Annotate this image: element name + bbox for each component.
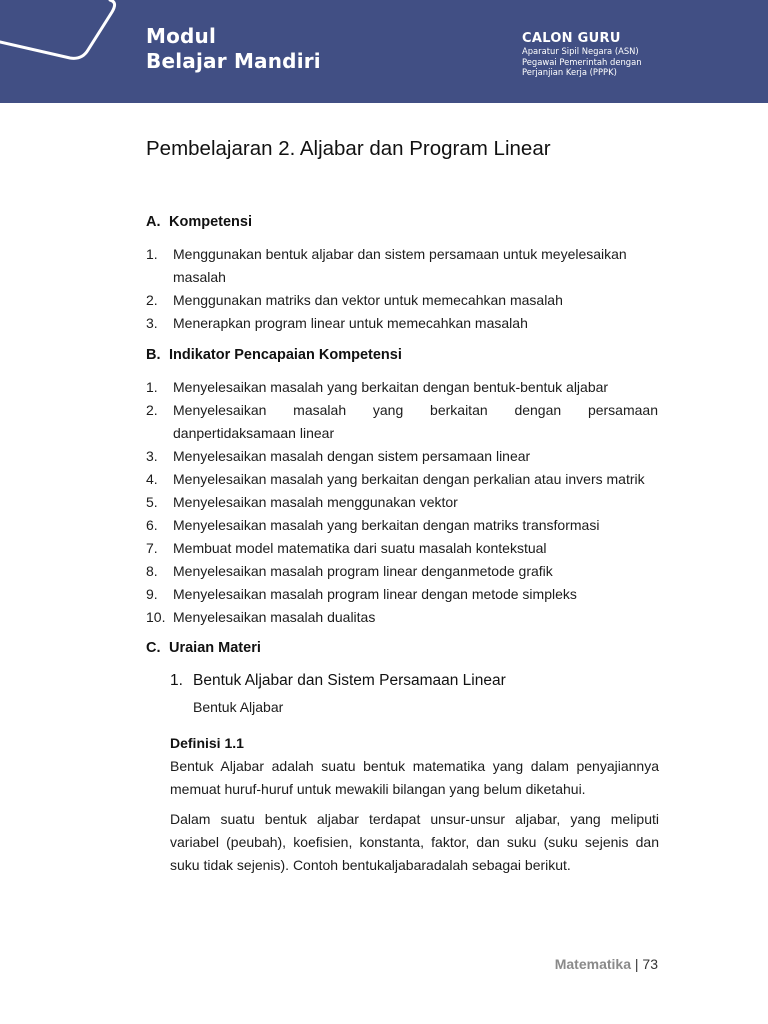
footer-subject: Matematika bbox=[554, 956, 631, 972]
list-item-text: Menyelesaikan masalah dengan sistem persamaan linear bbox=[173, 448, 531, 464]
definition-title: Definisi 1.1 bbox=[170, 735, 244, 751]
section-c-label: C. bbox=[146, 640, 161, 656]
page-footer bbox=[555, 956, 658, 972]
list-item bbox=[146, 560, 658, 583]
list-item-number: 5. bbox=[146, 494, 158, 510]
list-item-number: 8. bbox=[146, 563, 158, 579]
list-item-text: Membuat model matematika dari suatu masalah kontekstual bbox=[173, 540, 547, 556]
section-b-title: Indikator Pencapaian Kompetensi bbox=[169, 347, 402, 363]
page-title: Pembelajaran 2. Aljabar dan Program Linear bbox=[146, 137, 551, 160]
list-item-text: Menggunakan bentuk aljabar dan sistem persamaan untuk meyelesaikan bbox=[173, 246, 627, 262]
list-item-text: masalah bbox=[173, 269, 226, 285]
list-item-text: Menyelesaikan masalah menggunakan vektor bbox=[173, 494, 458, 510]
list-item-number: 10. bbox=[146, 609, 166, 625]
list-item bbox=[146, 537, 658, 560]
calon-guru-label: CALON GURU bbox=[522, 31, 621, 46]
list-item bbox=[146, 445, 658, 468]
section-a-label: A. bbox=[146, 214, 161, 230]
list-item-number: 2. bbox=[146, 292, 158, 308]
list-item-text: Menyelesaikan masalah program linear dengan metode simpleks bbox=[173, 586, 577, 602]
list-item-number: 6. bbox=[146, 517, 158, 533]
list-item-text: Menyelesaikan masalah dualitas bbox=[173, 609, 376, 625]
list-item bbox=[146, 468, 658, 491]
section-c-heading bbox=[146, 640, 261, 656]
section-b-heading bbox=[146, 347, 402, 363]
page-number: 73 bbox=[642, 956, 658, 972]
section-a-title: Kompetensi bbox=[169, 214, 252, 230]
list-item-text: Menyelesaikan masalah yang berkaitan dengan bentuk-bentuk aljabar bbox=[173, 379, 609, 395]
header-right-line1: Aparatur Sipil Negara (ASN) bbox=[522, 46, 639, 56]
list-item-text: Menerapkan program linear untuk memecahkan masalah bbox=[173, 315, 528, 331]
section-c-title: Uraian Materi bbox=[169, 640, 261, 656]
module-title bbox=[146, 24, 321, 74]
list-item-text: Menyelesaikan masalah yang berkaitan dengan matriks transformasi bbox=[173, 517, 600, 533]
header-right-block bbox=[522, 31, 642, 78]
list-item-text: Menyelesaikan masalah yang berkaitan dengan perkalian atau invers matrik bbox=[173, 471, 645, 487]
subsection-heading bbox=[170, 672, 506, 690]
list-item bbox=[146, 491, 658, 514]
list-item-text: Menyelesaikan masalah program linear denganmetode grafik bbox=[173, 563, 553, 579]
list-item-number: 1. bbox=[146, 246, 158, 262]
list-item-number: 9. bbox=[146, 586, 158, 602]
list-item-number: 7. bbox=[146, 540, 158, 556]
section-b-label: B. bbox=[146, 347, 161, 363]
sub-subsection-title: Bentuk Aljabar bbox=[193, 699, 284, 715]
list-item bbox=[146, 266, 658, 289]
list-item-text: Menyelesaikan masalah yang berkaitan dengan persamaan bbox=[173, 402, 658, 418]
list-item bbox=[146, 376, 658, 399]
section-a-heading bbox=[146, 214, 252, 230]
list-item-text: danpertidaksamaan linear bbox=[173, 425, 335, 441]
list-item bbox=[146, 289, 658, 312]
module-title-line1: Modul bbox=[146, 24, 217, 48]
header-decoration-icon bbox=[0, 0, 130, 103]
list-item-number: 3. bbox=[146, 315, 158, 331]
subsection-title: Bentuk Aljabar dan Sistem Persamaan Linear bbox=[193, 672, 506, 689]
list-item bbox=[146, 514, 658, 537]
list-item-text: Menggunakan matriks dan vektor untuk memecahkan masalah bbox=[173, 292, 563, 308]
list-item bbox=[146, 399, 658, 422]
list-item-number: 3. bbox=[146, 448, 158, 464]
list-item bbox=[146, 243, 658, 266]
header-right-line2: Pegawai Pemerintah dengan bbox=[522, 56, 642, 67]
list-item-number: 4. bbox=[146, 471, 158, 487]
page-header bbox=[0, 0, 768, 103]
subsection-number: 1. bbox=[170, 672, 183, 689]
list-item bbox=[146, 312, 658, 335]
list-item bbox=[146, 606, 658, 629]
header-right-line3: Perjanjian Kerja (PPPK) bbox=[522, 67, 617, 77]
list-item-number: 2. bbox=[146, 402, 158, 418]
list-item bbox=[146, 422, 658, 445]
body-paragraph: Dalam suatu bentuk aljabar terdapat unsur-unsur aljabar, yang meliputi variabel (peubah), koefisien, konstanta, faktor, dan suku (suku sejenis dan suku tidak sejenis). Contoh bentukaljabaradalah sebagai berikut. bbox=[170, 811, 659, 873]
list-item-number: 1. bbox=[146, 379, 158, 395]
footer-separator: | bbox=[634, 956, 639, 972]
list-item bbox=[146, 583, 658, 606]
definition-text: Bentuk Aljabar adalah suatu bentuk matematika yang dalam penyajiannya memuat huruf-huruf untuk mewakili bilangan yang belum diketahui. bbox=[170, 758, 659, 797]
module-title-line2: Belajar Mandiri bbox=[146, 49, 321, 73]
